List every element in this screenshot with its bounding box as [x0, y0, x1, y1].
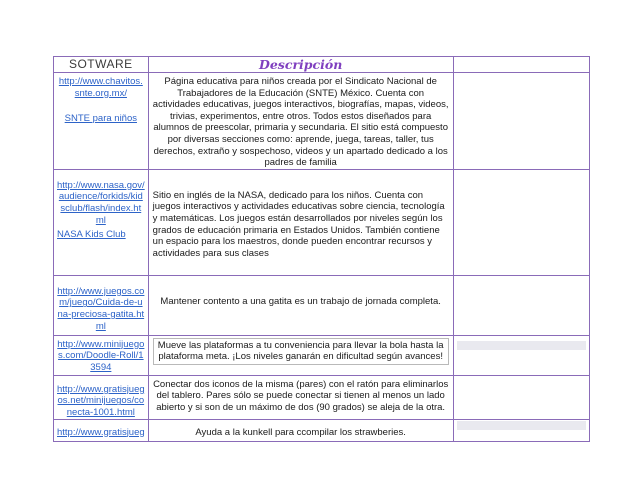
extra-cell	[453, 335, 589, 375]
extra-cell	[453, 419, 589, 441]
table-row	[54, 375, 590, 419]
extra-cell	[453, 275, 589, 335]
header-description: Descripción	[148, 57, 453, 73]
table-row	[54, 419, 590, 441]
shaded-block	[457, 421, 586, 430]
software-link[interactable]: http://www.chavitos.snte.org.mx/	[58, 76, 143, 99]
description-text: Mueve las plataformas a tu conveniencia para llevar la bola hasta la plataforma meta. ¡Los niveles ganarán en dificultad según avances!	[153, 338, 449, 365]
shaded-block	[457, 341, 586, 350]
extra-cell	[453, 375, 589, 419]
software-cell	[54, 73, 149, 170]
description-cell: Mantener contento a una gatita es un trabajo de jornada completa.	[148, 275, 453, 335]
software-cell	[54, 169, 149, 275]
software-link[interactable]: http://www.gratisjuegos.net/minijuegos/conecta-1001.html	[57, 383, 145, 418]
description-cell: Conectar dos iconos de la misma (pares) con el ratón para eliminarlos del tablero. Pares sólo se puede conectar si tienen al menos un lado abierto y si son de un máximo de dos (90 grados) se aleja de la otra.	[148, 375, 453, 419]
software-cell	[54, 335, 149, 375]
table-row	[54, 275, 590, 335]
software-cell	[54, 375, 149, 419]
table-row	[54, 169, 590, 275]
description-cell: Ayuda a la kunkell para ccompilar los strawberies.	[148, 419, 453, 441]
software-name-link[interactable]: NASA Kids Club	[57, 229, 126, 241]
description-cell	[148, 335, 453, 375]
description-cell: Sitio en inglés de la NASA, dedicado para los niños. Cuenta con juegos interactivos y actividades educativas sobre ciencia, tecnología y matemáticas. Los juegos están desarrollados por niveles según los grados de educación primaria en Estados Unidos. También contiene un espacio para los maestros, donde pueden encontrar recursos y actividades para sus clases	[148, 169, 453, 275]
software-link[interactable]: http://www.gratisjueg	[57, 426, 145, 438]
extra-cell	[453, 73, 589, 170]
software-link[interactable]: http://www.nasa.gov/audience/forkids/kidsclub/flash/index.html	[57, 179, 145, 226]
extra-cell	[453, 169, 589, 275]
header-row	[54, 57, 590, 73]
software-link[interactable]: http://www.juegos.com/juego/Cuida-de-una-preciosa-gatita.html	[57, 285, 145, 332]
header-extra	[453, 57, 589, 73]
table-row	[54, 73, 590, 170]
header-software: SOTWARE	[54, 57, 149, 73]
software-link[interactable]: http://www.minijuegos.com/Doodle-Roll/13594	[57, 338, 145, 373]
table-row	[54, 335, 590, 375]
software-cell	[54, 275, 149, 335]
software-name-link[interactable]: SNTE para niños	[64, 113, 137, 125]
software-cell	[54, 419, 149, 441]
description-cell: Página educativa para niños creada por el Sindicato Nacional de Trabajadores de la Educación (SNTE) México. Cuenta con actividades educativas, juegos interactivos, biografías, mapas, videos, trivias, experimentos, entre otros. Todos estos diseñados para alumnos de preescolar, primaria y secundaria. El sitio está compuesto por diversas secciones como: aprende, juega, tareas, taller, tus derechos, extraño y sospechoso, videos y un apartado dedicado a los padres de familia	[148, 73, 453, 170]
software-table	[53, 56, 590, 442]
